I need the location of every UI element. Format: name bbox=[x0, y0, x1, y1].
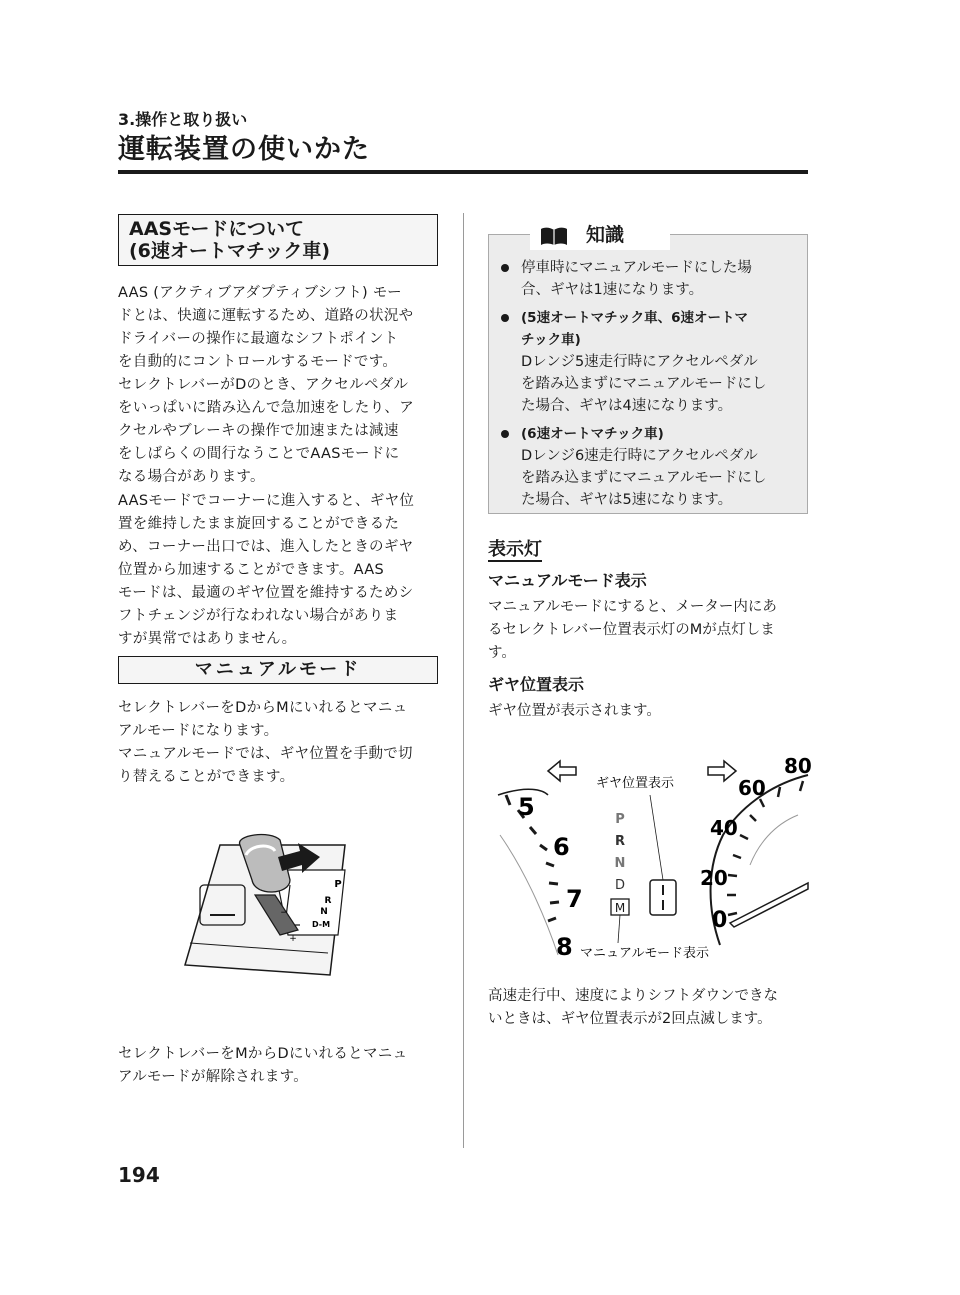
text-line: た場合、ギヤは5速になります。 bbox=[521, 492, 733, 508]
prnd-letter: D bbox=[614, 878, 626, 893]
prnd-letter: N bbox=[614, 856, 626, 871]
manual-display-text bbox=[488, 596, 810, 665]
callout-gear: ギヤ位置表示 bbox=[596, 776, 675, 791]
text-line: なる場合があります。 bbox=[118, 469, 265, 485]
speed-needle bbox=[730, 883, 808, 927]
book-icon bbox=[540, 226, 568, 246]
text-line: すが異常ではありません。 bbox=[118, 631, 297, 647]
knowledge-subheading: (5速オートマチック車、6速オートマ bbox=[521, 310, 749, 326]
tach-number: 7 bbox=[566, 885, 583, 913]
manual-display-heading: マニュアルモード表示 bbox=[488, 571, 647, 590]
text-line: AAS (アクティブアダプティブシフト) モー bbox=[118, 285, 402, 301]
text-line: を踏み込まずにマニュアルモードにし bbox=[521, 470, 767, 486]
text-line: アルモードになります。 bbox=[118, 723, 279, 739]
text-line: るセレクトレバー位置表示灯のMが点灯しま bbox=[488, 622, 775, 638]
page-number: 194 bbox=[118, 1163, 160, 1187]
knowledge-item bbox=[503, 423, 793, 511]
text-line: AASモードでコーナーに進入すると、ギヤ位 bbox=[118, 493, 415, 509]
right-turn-arrow-icon bbox=[708, 761, 736, 781]
text-line: いときは、ギヤ位置表示が2回点滅します。 bbox=[488, 1011, 772, 1027]
lever-label: N bbox=[320, 907, 328, 917]
page-title: 運転装置の使いかた bbox=[118, 134, 370, 165]
manual-mode-heading: マニュアルモード bbox=[118, 656, 438, 684]
prnd-letter: P bbox=[615, 812, 625, 827]
text-line: ドライバーの操作に最適なシフトポイント bbox=[118, 331, 399, 347]
text-line: 置を維持したまま旋回することができるた bbox=[118, 516, 400, 532]
text-line: をいっぱいに踏み込んで急加速をしたり、ア bbox=[118, 400, 414, 416]
callout-manual: マニュアルモード表示 bbox=[580, 946, 709, 961]
knowledge-label-text: 知識 bbox=[586, 224, 625, 246]
text-line: モードは、最適のギヤ位置を維持するためシ bbox=[118, 585, 414, 601]
text-line: マニュアルモードにすると、メーター内にあ bbox=[488, 599, 777, 615]
text-line: を踏み込まずにマニュアルモードにし bbox=[521, 376, 767, 392]
indicator-heading-text: 表示灯 bbox=[488, 539, 542, 560]
text-line: を自動的にコントロールするモードです。 bbox=[118, 354, 398, 370]
text-line: 位置から加速することができます。AAS bbox=[118, 562, 384, 578]
text-line: ドとは、快適に運転するため、道路の状況や bbox=[118, 308, 414, 324]
column-divider bbox=[463, 213, 464, 1148]
text-line: Dレンジ5速走行時にアクセルペダル bbox=[521, 354, 758, 370]
text-line: Dレンジ6速走行時にアクセルペダル bbox=[521, 448, 758, 464]
speed-number: 40 bbox=[710, 816, 738, 840]
text-line: セレクトレバーをDからMにいれるとマニュ bbox=[118, 700, 408, 716]
text-line: 停車時にマニュアルモードにした場 bbox=[521, 260, 752, 276]
aas-heading-line2: (6速オートマチック車) bbox=[129, 240, 331, 262]
text-line: フトチェンジが行なわれない場合がありま bbox=[118, 608, 399, 624]
text-line: クセルやブレーキの操作で加速または減速 bbox=[118, 423, 399, 439]
text-line: 合、ギヤは1速になります。 bbox=[521, 282, 704, 298]
lever-label: P bbox=[334, 879, 342, 890]
aas-heading bbox=[118, 214, 438, 266]
meter-illustration bbox=[488, 754, 812, 975]
gear-display-text: ギヤ位置が表示されます。 bbox=[488, 703, 661, 719]
aas-paragraph-2 bbox=[118, 490, 440, 651]
left-turn-arrow-icon bbox=[548, 761, 576, 781]
indicator-footer-text bbox=[488, 985, 810, 1031]
tach-number: 5 bbox=[518, 793, 535, 821]
aas-heading-line1: AASモードについて bbox=[129, 218, 304, 240]
chapter-label: 3.操作と取り扱い bbox=[118, 110, 248, 129]
knowledge-item bbox=[503, 307, 793, 417]
text-line: 高速走行中、速度によりシフトダウンできな bbox=[488, 988, 778, 1004]
knowledge-item bbox=[503, 257, 793, 301]
text-line: セレクトレバーがDのとき、アクセルペダル bbox=[118, 377, 409, 393]
manual-paragraph-2 bbox=[118, 1043, 440, 1089]
speed-number: 0 bbox=[712, 908, 728, 933]
gear-display-heading: ギヤ位置表示 bbox=[488, 675, 585, 694]
text-line: り替えることができます。 bbox=[118, 769, 295, 785]
speed-number: 20 bbox=[700, 866, 728, 890]
text-line: をしばらくの間行なうことでAASモードに bbox=[118, 446, 400, 462]
knowledge-label bbox=[530, 220, 670, 250]
indicator-heading bbox=[488, 535, 542, 561]
speed-number: 60 bbox=[738, 776, 766, 800]
prnd-letter: R bbox=[614, 834, 626, 849]
title-rule bbox=[118, 170, 808, 174]
prnd-letter: M bbox=[614, 901, 626, 915]
lever-label: R bbox=[324, 896, 332, 906]
lever-label: − bbox=[280, 908, 288, 918]
tach-number: 6 bbox=[553, 833, 570, 861]
knowledge-subheading: (6速オートマチック車) bbox=[521, 426, 664, 442]
text-line: マニュアルモードでは、ギヤ位置を手動で切 bbox=[118, 746, 413, 762]
knowledge-subheading: チック車) bbox=[521, 332, 581, 348]
text-line: アルモードが解除されます。 bbox=[118, 1069, 309, 1085]
manual-paragraph-1 bbox=[118, 697, 440, 789]
tach-number: 8 bbox=[556, 933, 573, 961]
text-line: す。 bbox=[488, 645, 516, 661]
bullet-icon bbox=[501, 430, 509, 438]
knowledge-box bbox=[488, 234, 808, 514]
bullet-icon bbox=[501, 264, 509, 272]
text-line: た場合、ギヤは4速になります。 bbox=[521, 398, 733, 414]
shift-lever-illustration bbox=[180, 825, 355, 1000]
lever-label: D-M bbox=[311, 920, 331, 929]
text-line: め、コーナー出口では、進入したときのギヤ bbox=[118, 539, 414, 555]
speed-number: 80 bbox=[784, 754, 812, 778]
text-line: セレクトレバーをMからDにいれるとマニュ bbox=[118, 1046, 408, 1062]
aas-paragraph-1 bbox=[118, 282, 440, 489]
lever-label: + bbox=[289, 934, 297, 944]
bullet-icon bbox=[501, 314, 509, 322]
